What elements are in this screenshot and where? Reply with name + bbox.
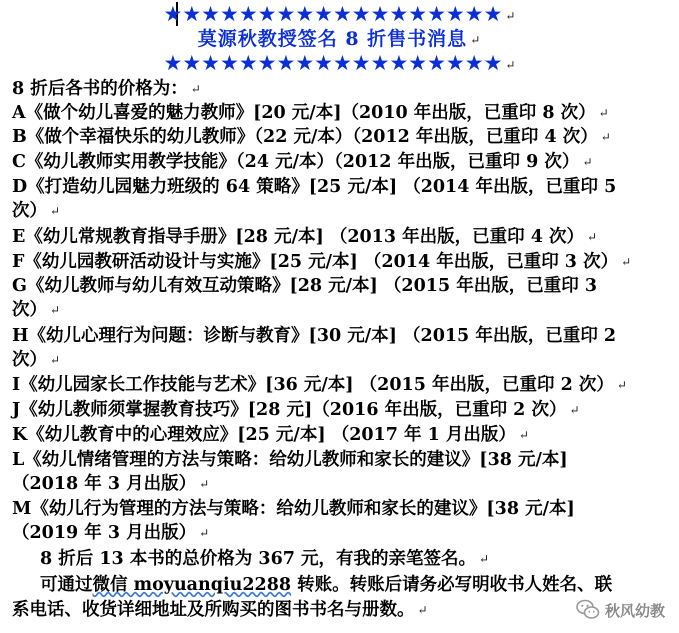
paragraph-mark: ↵ bbox=[50, 303, 61, 317]
total-text: 8 折后 13 本书的总价格为 367 元，有我的亲笔签名。 bbox=[40, 549, 477, 569]
star-divider-top bbox=[0, 2, 679, 29]
list-item: F《幼儿园教研活动设计与实施》[25 元/本] （2014 年出版，已重印 3 次） ↵ bbox=[12, 252, 632, 272]
watermark-text: 秋风幼教 bbox=[604, 601, 665, 620]
paragraph-mark: ↵ bbox=[417, 603, 428, 617]
paragraph-mark: ↵ bbox=[582, 155, 593, 169]
stars-bottom: ★★★★★★★★★★★★★★★★★★ bbox=[163, 51, 503, 75]
list-item: C《幼儿教师实用教学技能》（24 元/本）（2012 年出版，已重印 9 次） ↵ bbox=[12, 152, 593, 172]
list-item: B《做个幸福快乐的幼儿教师》（22 元/本）（2012 年出版，已重印 4 次） ↵ bbox=[12, 127, 611, 147]
list-item-continuation: 次） ↵ bbox=[12, 201, 61, 221]
paragraph-mark: ↵ bbox=[616, 378, 627, 392]
list-item: I《幼儿园家长工作技能与艺术》[36 元/本] （2015 年出版，已重印 2 次） ↵ bbox=[12, 375, 627, 395]
star-divider-bottom bbox=[0, 51, 679, 78]
payment-suffix: 转账。转账后请务必写明收书人姓名、联 bbox=[291, 575, 613, 595]
paragraph-mark: ↵ bbox=[199, 477, 210, 491]
payment-details: 系电话、收货详细地址及所购买的图书书名与册数。 bbox=[12, 600, 415, 620]
list-item: H《幼儿心理行为问题：诊断与教育》[30 元/本] （2015 年出版，已重印 2 bbox=[12, 326, 617, 346]
total-line bbox=[40, 547, 679, 572]
paragraph-mark: ↵ bbox=[199, 526, 210, 540]
paragraph-mark: ↵ bbox=[621, 255, 632, 269]
intro-line bbox=[12, 77, 679, 102]
list-item: K《幼儿教育中的心理效应》[25 元/本] （2017 年 1 月出版） ↵ bbox=[12, 425, 529, 445]
list-item: L《幼儿情绪管理的方法与策略：给幼儿教师和家长的建议》[38 元/本] bbox=[12, 450, 568, 470]
list-item: M《幼儿行为管理的方法与策略：给幼儿教师和家长的建议》[38 元/本] bbox=[12, 499, 575, 519]
stars-top: ★★★★★★★★★★★★★★★★★★ bbox=[163, 2, 503, 26]
paragraph-mark: ↵ bbox=[518, 428, 529, 442]
list-item-continuation: （2018 年 3 月出版） ↵ bbox=[12, 474, 210, 494]
paragraph-mark: ↵ bbox=[600, 130, 611, 144]
list-item-continuation: 次） ↵ bbox=[12, 350, 61, 370]
paragraph-mark: ↵ bbox=[587, 230, 598, 244]
list-item-continuation: （2019 年 3 月出版） ↵ bbox=[12, 523, 210, 543]
list-item: D《打造幼儿园魅力班级的 64 策略》[25 元/本] （2014 年出版，已重印 5 bbox=[12, 177, 617, 197]
paragraph-mark: ↵ bbox=[569, 403, 580, 417]
list-item: E《幼儿常规教育指导手册》[28 元/本] （2013 年出版，已重印 4 次） ↵ bbox=[12, 227, 598, 247]
watermark bbox=[576, 599, 665, 621]
paragraph-mark: ↵ bbox=[505, 9, 516, 23]
list-item: A《做个幼儿喜爱的魅力教师》[20 元/本]（2010 年出版，已重印 8 次） ↵ bbox=[12, 103, 609, 123]
wechat-id: 微信 moyuanqiu2288 bbox=[92, 575, 292, 595]
paragraph-mark: ↵ bbox=[505, 58, 516, 72]
payment-line bbox=[40, 573, 679, 597]
payment-prefix: 可通过 bbox=[40, 575, 93, 595]
paragraph-mark: ↵ bbox=[190, 82, 201, 96]
list-item: J《幼儿教师须掌握教育技巧》[28 元]（2016 年出版，已重印 2 次） ↵ bbox=[12, 400, 580, 420]
paragraph-mark: ↵ bbox=[50, 204, 61, 218]
paragraph-mark: ↵ bbox=[479, 552, 490, 566]
paragraph-mark: ↵ bbox=[470, 33, 482, 47]
list-item-continuation: 次） ↵ bbox=[12, 300, 61, 320]
title-text: 莫源秋教授签名 8 折售书消息 bbox=[197, 28, 468, 50]
document-title bbox=[0, 27, 679, 53]
list-item: G《幼儿教师与幼儿有效互动策略》[28 元/本] （2015 年出版，已重印 3 bbox=[12, 276, 598, 296]
wechat-icon bbox=[576, 599, 600, 621]
intro-text: 8 折后各书的价格为： bbox=[12, 79, 188, 99]
paragraph-mark: ↵ bbox=[598, 106, 609, 120]
paragraph-mark: ↵ bbox=[50, 353, 61, 367]
